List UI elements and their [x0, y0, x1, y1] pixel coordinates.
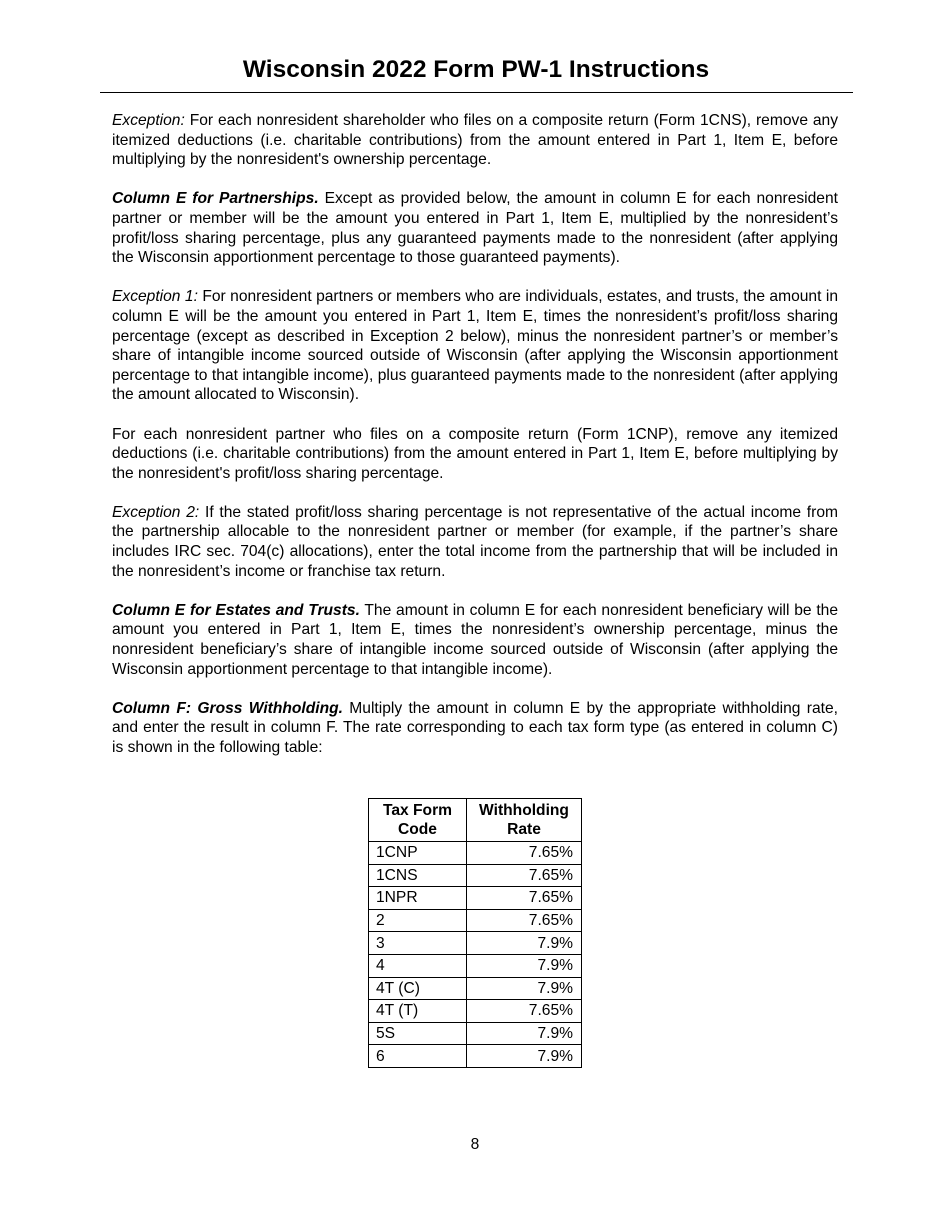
paragraph-text: Multiply the amount in column E by the appropriate withholding rate, and enter the result in column F. The rate corresponding to each tax form type (as entered in column C) is shown in the following table: — [112, 699, 838, 756]
page-number: 8 — [470, 1136, 480, 1153]
paragraph-column-f-withholding — [112, 699, 838, 758]
withholding-rate: 7.65% — [467, 864, 582, 887]
withholding-rate: 7.9% — [467, 954, 582, 977]
withholding-rate: 7.65% — [467, 887, 582, 910]
table-row — [369, 1022, 582, 1045]
paragraph-lead: Exception 1: — [112, 288, 198, 306]
paragraph-text: For each nonresident shareholder who files on a composite return (Form 1CNS), remove any itemized deductions (i.e. charitable contributions) from the amount entered in Part 1, Item E, before multiplying by the nonresident's ownership percentage. — [112, 112, 838, 169]
paragraph-composite-partner — [112, 425, 838, 484]
tax-form-code: 5S — [369, 1022, 467, 1045]
table-header-row — [369, 799, 582, 842]
withholding-rate: 7.9% — [467, 1045, 582, 1068]
table-row — [369, 842, 582, 865]
paragraph-column-e-estates-trusts — [112, 601, 838, 679]
paragraph-text: Except as provided below, the amount in column E for each nonresident partner or member will be the amount you entered in Part 1, Item E, multiplied by the nonresident’s profit/loss sharing percentage, plus any guaranteed payments made to the nonresident (after applying the Wisconsin apportionment percentage to those guaranteed payments). — [112, 190, 838, 267]
table-row — [369, 887, 582, 910]
tax-form-code: 4T (T) — [369, 1000, 467, 1023]
table-row — [369, 909, 582, 932]
table-row — [369, 864, 582, 887]
paragraph-column-e-partnerships — [112, 189, 838, 267]
withholding-rate: 7.9% — [467, 932, 582, 955]
tax-form-code: 1NPR — [369, 887, 467, 910]
header-withholding-rate: Withholding Rate — [467, 799, 582, 842]
tax-form-code: 1CNP — [369, 842, 467, 865]
paragraph-lead: Exception 2: — [112, 503, 200, 521]
withholding-rate-table — [368, 798, 582, 1068]
paragraph-heading: Column E for Partnerships. — [112, 190, 319, 208]
paragraph-heading: Column E for Estates and Trusts. — [112, 601, 360, 619]
title-divider — [100, 92, 853, 93]
header-tax-form-code: Tax Form Code — [369, 799, 467, 842]
table-row — [369, 1000, 582, 1023]
tax-form-code: 2 — [369, 909, 467, 932]
paragraph-text: If the stated profit/loss sharing percentage is not representative of the actual income from the partnership allocable to the nonresident partner or member (for example, if the partner’s share includes IRC sec. 704(c) allocations), enter the total income from the partnership that will be included in the nonresident’s income or franchise tax return. — [112, 503, 838, 580]
tax-form-code: 6 — [369, 1045, 467, 1068]
withholding-rate: 7.9% — [467, 1022, 582, 1045]
table-row — [369, 932, 582, 955]
table-row — [369, 1045, 582, 1068]
paragraph-text: For nonresident partners or members who are individuals, estates, and trusts, the amount in column E will be the amount you entered in Part 1, Item E, times the nonresident’s profit/loss sharing percentage (except as described in Exception 2 below), minus the nonresident partner’s or member’s share of intangible income sourced outside of Wisconsin (after applying the Wisconsin apportionment percentage to that intangible income), plus guaranteed payments made to the nonresident (after applying the amount allocated to Wisconsin). — [112, 288, 839, 404]
table-row — [369, 954, 582, 977]
paragraph-text: For each nonresident partner who files on a composite return (Form 1CNP), remove any itemized deductions (i.e. charitable contributions) from the amount entered in Part 1, Item E, before multiplying by the nonresident's profit/loss sharing percentage. — [112, 425, 838, 482]
withholding-rate: 7.65% — [467, 909, 582, 932]
paragraph-heading: Column F: Gross Withholding. — [112, 699, 343, 717]
tax-form-code: 1CNS — [369, 864, 467, 887]
paragraph-exception-shareholder — [112, 111, 838, 170]
paragraph-exception-1 — [112, 287, 838, 405]
tax-form-code: 4T (C) — [369, 977, 467, 1000]
withholding-rate: 7.9% — [467, 977, 582, 1000]
tax-form-code: 4 — [369, 954, 467, 977]
withholding-rate: 7.65% — [467, 1000, 582, 1023]
table-row — [369, 977, 582, 1000]
paragraph-exception-2 — [112, 503, 838, 581]
page-title: Wisconsin 2022 Form PW-1 Instructions — [242, 56, 710, 83]
instructions-body — [112, 111, 838, 775]
tax-form-code: 3 — [369, 932, 467, 955]
paragraph-lead: Exception: — [112, 112, 185, 129]
withholding-rate: 7.65% — [467, 842, 582, 865]
paragraph-text: The amount in column E for each nonresident beneficiary will be the amount you entered in Part 1, Item E, times the nonresident’s ownership percentage, minus the nonresident beneficiary’s share of intangible income sourced outside of Wisconsin (after applying the Wisconsin apportionment percentage to that intangible income). — [112, 601, 838, 678]
